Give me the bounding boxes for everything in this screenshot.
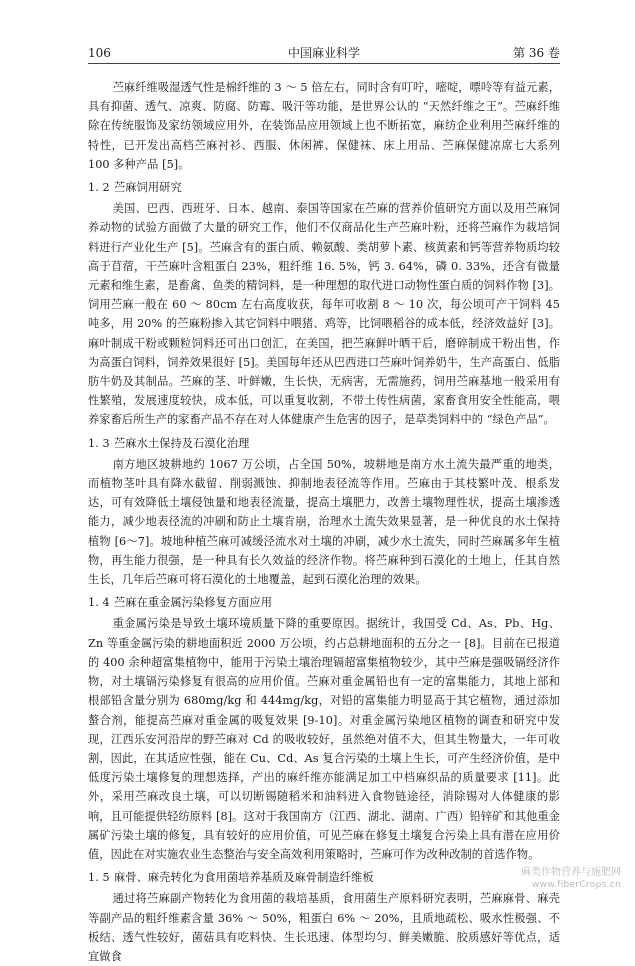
section-paragraph: 通过将苎麻副产物转化为食用菌的栽培基质，食用菌生产原料研究表明，苎麻麻骨、麻壳等副产品的粗纤维素含量 36% ～ 50%，粗蛋白 6% ～ 20%，且质地疏松、吸水性极强、不板结、透气性较好，菌菇具有吃料快、生长迅速、体型均匀、鲜美嫩脆、胶质感好等优点，适宜做食 [88, 892, 560, 963]
section-title: 苎麻在重金属污染修复方面应用 [114, 596, 273, 610]
watermark-url: www.fiberCrops.cn [531, 880, 621, 890]
article-body [88, 78, 560, 966]
watermark-text: 麻类作物营养与施肥网 [521, 867, 621, 878]
section-paragraph: 南方地区坡耕地约 1067 万公顷，占全国 50%，坡耕地是南方水土流失最严重的地类，而植物茎叶具有降水截留、削弱溅蚀、抑制地表径流等作用。苎麻由于其枝繁叶茂、根系发达，可有效降低土壤侵蚀量和地表径流量，提高土壤肥力，改善土壤物理性状，提高土壤渗透能力，减少地表径流的冲刷和防止土壤肯崩，治理水土流失效果显著，是一种优良的水土保持植物 [6～7]。坡地种植苎麻可减缓泾流水对土壤的冲刷，减少水土流失，同时苎麻属多年生植物，再生能力很强，是一种具有长久效益的经济作物。将苎麻种到石漠化的土地上，任其自然生长，几年后苎麻可将石漠化的土地覆盖，起到石漠化治理的效果。 [88, 457, 560, 587]
section-title: 麻骨、麻壳转化为食用菌培养基质及麻骨制造纤维板 [114, 871, 374, 885]
volume-label: 第 36 卷 [513, 46, 560, 60]
section-heading-1-5 [88, 864, 560, 889]
running-header [88, 44, 560, 62]
watermark [521, 867, 621, 891]
intro-paragraph: 苎麻纤维吸湿透气性是棉纤维的 3 ～ 5 倍左右，同时含有叮咛，嘧啶，嘌呤等有益元素，具有抑菌、透气、凉爽、防腐、防霉、吸汗等功能，是世界公认的 “天然纤维之王”。苎麻纤维除在传统服饰及家纺领域应用外，在装饰品应用领域上也不断拓宽，麻纺企业利用苎麻纤维的特性，已开发出高档苎麻衬衫、西服、休闲裤、保健袜、床上用品、苎麻保健凉席七大系列 100 多种产品 [5]。 [88, 81, 560, 171]
section-number: 1. 4 [88, 596, 110, 610]
section-number: 1. 5 [88, 871, 110, 885]
section-paragraph: 重金属污染是导致土壤环境质量下降的重要原因。据统计，我国受 Cd、As、Pb、Hg、Zn 等重金属污染的耕地面积近 2000 万公顷，约占总耕地面积的五分之一 [8]。目前在已报道的 400 余种超富集植物中，能用于污染土壤治理镉超富集植物较少，其中苎麻是强吸镉经济作物，对土壤镉污染修复有很高的应用价值。苎麻对重金属铅也有一定的富集能力，其地上部和根部铅含量分别为 680mg/kg 和 444mg/kg，对铅的富集能力明显高于其它植物，通过添加螯合剂，能提高苎麻对重金属的吸复效果 [9-10]。对重金属污染地区植物的调查和研究中发现，江西乐安河沿岸的野苎麻对 Cd 的吸收较好，虽然绝对值不大，但其生物量大，一年可收割，因此，在其适应性强，能在 Cu、Cd、As 复合污染的土壤上生长，可产生经济价值，是中低度污染土壤修复的理想选择，产出的麻纤维亦能满足加工中档麻织品的质量要求 [11]。此外，采用苎麻改良土壤，可以切断锡随稻米和油料进入食物链途径，消除锡对人体健康的影响，且可能提供轻纺原料 [8]。这对于我国南方（江西、湖北、湖南、广西）铅锌矿和其他重金属矿污染土壤的修复，具有较好的应用价值，可见苎麻在修复土壤复合污染上具有潜在应用价值，因此在对实施农业生态整治与安全高效利用策略时，苎麻可作为改种改制的首选作物。 [88, 617, 560, 861]
section-heading-1-2 [88, 174, 560, 199]
section-number: 1. 3 [88, 436, 110, 450]
journal-name: 中国麻业科学 [287, 46, 360, 60]
section-title: 苎麻饲用研究 [114, 181, 182, 195]
section-title: 苎麻水土保持及石漠化治理 [114, 436, 250, 450]
section-number: 1. 2 [88, 181, 110, 195]
section-paragraph: 美国、巴西、西班牙、日本、越南、泰国等国家在苎麻的营养价值研究方面以及用苎麻饲养动物的试验方面做了大量的研究工作，他们不仅商品化生产苎麻叶粉，还将苎麻作为栽培饲料进行产业化生产 [5]。苎麻含有的蛋白质、赖氨酸、类胡萝卜素、核黄素和钙等营养物质均较高于苜蓿，干苎麻叶含粗蛋白 23%，粗纤维 16. 5%，钙 3. 64%，磷 0. 33%，还含有微量元素和维生素，是畜禽、鱼类的精饲料，是一种理想的取代进口动物性蛋白质的饲料作物 [3]。饲用苎麻一般在 60 ～ 80cm 左右高度收获，每年可收割 8 ～ 10 次，每公顷可产干饲料 45 吨多，用 20% 的苎麻粉掺入其它饲料中喂猪、鸡等，比饲喂稻谷的成本低，经济效益好 [3]。麻叶制成干粉或颗粒饲料还可出口创汇，在美国，把苎麻鲜叶晒干后，磨碎制成干粉出售，作为高蛋白饲料，饲养效果很好 [5]。美国每年还从巴西进口苎麻叶饲养奶牛，生产高蛋白、低脂肪牛奶及其制品。苎麻的茎、叶鲜嫩，生长快，无病害，无需施药，饲用苎麻基地一般采用有性繁殖，发展速度较快，成本低，可以重复收割，不带土传性病菌，家畜食用安全性能高，喂养家畜后所生产的家畜产品不存在对人体健康产生危害的因子，是草类饲料中的 “绿色产品”。 [88, 202, 560, 427]
page-number: 106 [88, 46, 111, 60]
section-heading-1-3 [88, 430, 560, 455]
header-rule [88, 63, 560, 64]
section-heading-1-4 [88, 589, 560, 614]
